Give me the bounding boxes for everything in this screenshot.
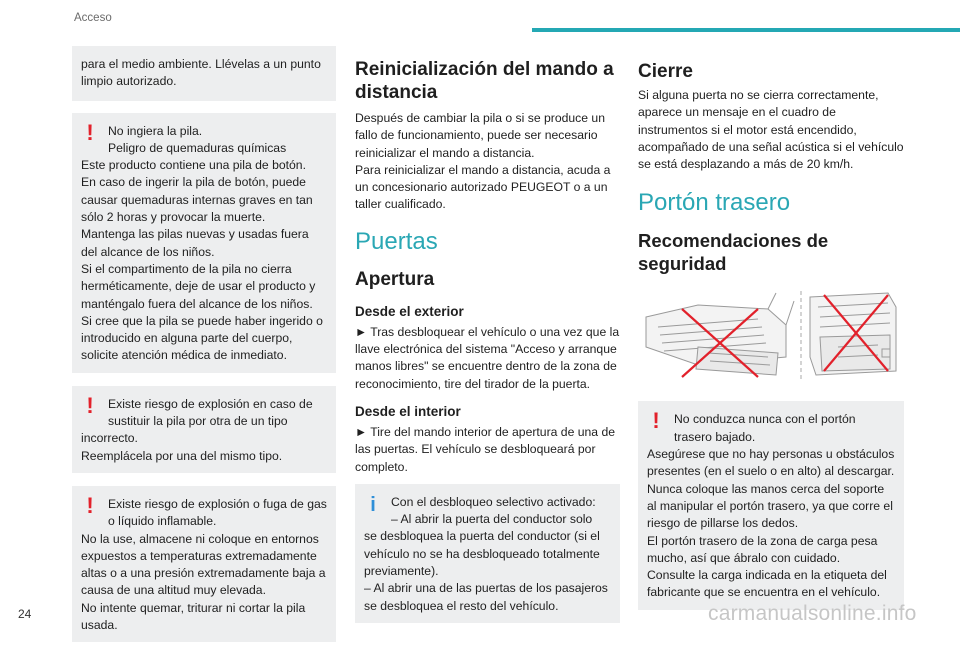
closing-heading: Cierre: [638, 61, 693, 82]
warning-box-ingestion: [72, 113, 336, 373]
warning-box-gas: [72, 486, 336, 642]
page-number: 24: [18, 607, 32, 621]
column-1: [72, 46, 336, 655]
warning-icon: !: [86, 119, 94, 145]
warning-line1: Existe riesgo de explosión en caso de sustituir la pila por otra de un tipo: [108, 396, 313, 429]
warning-body: Asegúrese que no hay personas u obstáculos presentes (en el suelo o en alto) al descargar. Nunca coloque las manos cerca del soporte al manipular el portón trasero, ya que corre el riesgo de pillarse los dedos. El portón trasero de la zona de carga pesa mucho, así que ábralo con cuidado. Consulte la carga indicada en la etiqueta del fabricante que se encuentra en el vehículo.: [647, 447, 895, 600]
warning-body: Este producto contiene una pila de botón. En caso de ingerir la pila de botón, puede causar quemaduras internas graves en tan sólo 2 horas y provocar la muerte. Mantenga las pilas nuevas y usadas fuera del alcance de los niños. Si el compartimento de la pila no cierra herméticamente, deje de usar el producto y manténgalo fuera del alcance de los niños. Si cree que la pila se puede haber ingerido o introducido en alguna parte del cuerpo, solicite atención médica de inmediato.: [81, 158, 323, 363]
inside-heading: Desde el interior: [355, 403, 461, 419]
warning-box-explosion: [72, 386, 336, 473]
reset-body: Después de cambiar la pila o si se produce un fallo de funcionamiento, puede ser necesario reinicializar el mando a distancia. Para reinicializar el mando a distancia, acuda a un concesionario autorizado PEUGEOT o a un taller cualificado.: [355, 111, 611, 212]
info-line2: – Al abrir la puerta del conductor solo: [391, 512, 593, 527]
reset-heading: Reinicialización del mando a distancia: [355, 59, 614, 103]
header-title: Acceso: [74, 12, 112, 24]
tailgate-illustration: [638, 287, 900, 383]
outside-heading: Desde el exterior: [355, 303, 464, 319]
safety-heading: Recomendaciones de seguridad: [638, 230, 829, 275]
footer-watermark-logo: carmanualsonline.info: [708, 602, 917, 625]
inside-body: ► Tire del mando interior de apertura de una de las puertas. El vehículo se desbloqueará por completo.: [355, 424, 616, 474]
info-line1: Con el desbloqueo selectivo activado:: [391, 494, 596, 509]
warning-icon: !: [86, 392, 94, 418]
opening-heading: Apertura: [355, 268, 435, 290]
tailgate-heading: Portón trasero: [638, 189, 791, 217]
column-2: [355, 58, 620, 623]
column-3: [638, 60, 904, 610]
warning-line1: No conduzca nunca con el portón trasero bajado.: [674, 412, 856, 444]
intro-box: [72, 46, 336, 101]
warning-line1: Existe riesgo de explosión o fuga de gas o líquido inflamable.: [108, 496, 327, 529]
header-accent-bar: [532, 28, 960, 32]
warning-line2: Peligro de quemaduras químicas: [108, 140, 287, 155]
closing-body: Si alguna puerta no se cierra correctamente, aparece un mensaje en el cuadro de instrumentos si el motor está encendido, acompañado de una señal acústica si el vehículo se está desplazando a más de 20 km/h.: [638, 88, 904, 172]
tailgate-illustration-svg: [638, 287, 900, 383]
warning-body: No la use, almacene ni coloque en entornos expuestos a temperaturas extremadamente altas o a una presión extremadamente baja a causa de una altitud muy elevada. No intente quemar, triturar ni cortar la pila usada.: [81, 531, 326, 633]
warning-line1: No ingiera la pila.: [108, 123, 203, 138]
info-box-selective-unlock: [355, 484, 620, 623]
doors-heading: Puertas: [355, 227, 438, 255]
warning-body: incorrecto. Reemplácela por una del mismo tipo.: [81, 431, 283, 463]
intro-text: para el medio ambiente. Llévelas a un punto limpio autorizado.: [81, 57, 321, 89]
warning-box-tailgate: [638, 401, 904, 609]
warning-icon: !: [86, 492, 94, 518]
info-icon: i: [370, 493, 376, 516]
info-body: se desbloquea la puerta del conductor (si el vehículo no se ha desbloqueado totalmente previamente). – Al abrir una de las puertas de los pasajeros se desbloquea el resto del vehículo.: [364, 529, 608, 613]
outside-body: ► Tras desbloquear el vehículo o una vez que la llave electrónica del sistema "Acceso y arranque manos libres" se encuentre dentro de la zona de reconocimiento, tire del tirador de la puerta.: [355, 324, 620, 391]
warning-icon: !: [652, 408, 660, 434]
